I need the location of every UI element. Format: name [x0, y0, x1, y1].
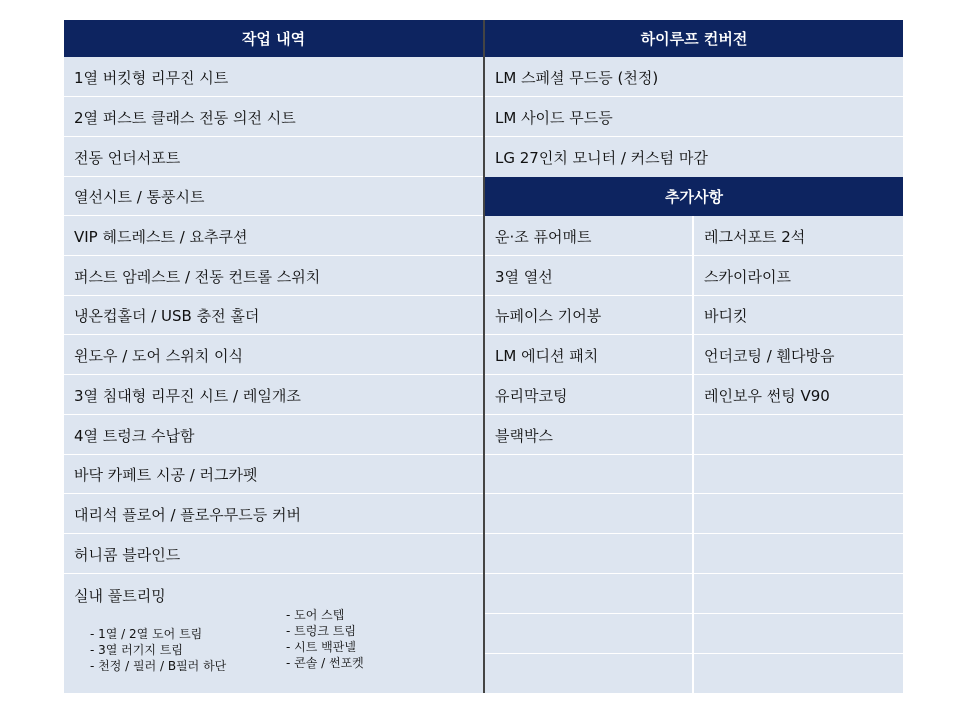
trim-item: - 천정 / 필러 / B필러 하단: [90, 659, 227, 673]
trim-item: - 3열 러기지 트림: [90, 643, 183, 657]
work-item: 바닥 카페트 시공 / 러그카펫: [74, 466, 258, 484]
work-item: 3열 침대형 리무진 시트 / 레일개조: [74, 386, 301, 405]
extra-item: 레인보우 썬팅 V90: [704, 386, 830, 405]
hiroof-item: LM 사이드 무드등: [495, 108, 613, 127]
work-item: 퍼스트 암레스트 / 전동 컨트롤 스위치: [74, 267, 321, 286]
extra-item: 운·조 퓨어매트: [495, 227, 592, 246]
extra-item: 유리막코팅: [495, 386, 568, 405]
work-item: 냉온컵홀더 / USB 충전 홀더: [74, 307, 260, 325]
extra-item: 언더코팅 / 휀다방음: [704, 346, 835, 365]
hiroof-header: 하이루프 컨버전: [485, 20, 903, 57]
work-item: 2열 퍼스트 클래스 전동 의전 시트: [74, 108, 296, 127]
trim-item: - 콘솔 / 썬포켓: [286, 656, 364, 670]
trim-item: - 시트 백판넬: [286, 640, 356, 654]
work-item: 열선시트 / 통풍시트: [74, 188, 205, 206]
trim-item: - 1열 / 2열 도어 트림: [90, 627, 203, 641]
extra-item: 스카이라이프: [704, 267, 791, 286]
hiroof-item: LG 27인치 모니터 / 커스텀 마감: [495, 148, 708, 167]
hiroof-item: LM 스페셜 무드등 (천정): [495, 68, 659, 87]
row-divider: [485, 574, 903, 614]
extra-item: 바디킷: [704, 307, 748, 325]
extra-item: LM 에디션 패치: [495, 346, 599, 365]
extra-item: 뉴페이스 기어봉: [495, 307, 602, 325]
work-item: VIP 헤드레스트 / 요추쿠션: [74, 227, 248, 246]
trim-list-2: [286, 607, 364, 671]
extra-item: 3열 열선: [495, 267, 553, 286]
extra-item: 레그서포트 2석: [704, 227, 806, 246]
extra-item: 블랙박스: [495, 426, 553, 445]
trim-item: - 도어 스텝: [286, 608, 345, 622]
work-item: 1열 버킷형 리무진 시트: [74, 68, 229, 87]
work-item: 대리석 플로어 / 플로우무드등 커버: [74, 505, 301, 524]
work-item: 전동 언더서포트: [74, 148, 181, 167]
work-item: 윈도우 / 도어 스위치 이식: [74, 346, 244, 365]
trim-title: 실내 풀트리밍: [74, 586, 166, 605]
work-item: 허니콤 블라인드: [74, 545, 181, 564]
work-item: 4열 트렁크 수납함: [74, 426, 195, 445]
extras-header: 추가사항: [485, 177, 903, 216]
row-divider: [485, 614, 903, 654]
work-history-header: 작업 내역: [64, 20, 483, 57]
trim-item: - 트렁크 트림: [286, 624, 356, 638]
work-table: [64, 20, 903, 693]
trim-list-1: [90, 626, 226, 674]
